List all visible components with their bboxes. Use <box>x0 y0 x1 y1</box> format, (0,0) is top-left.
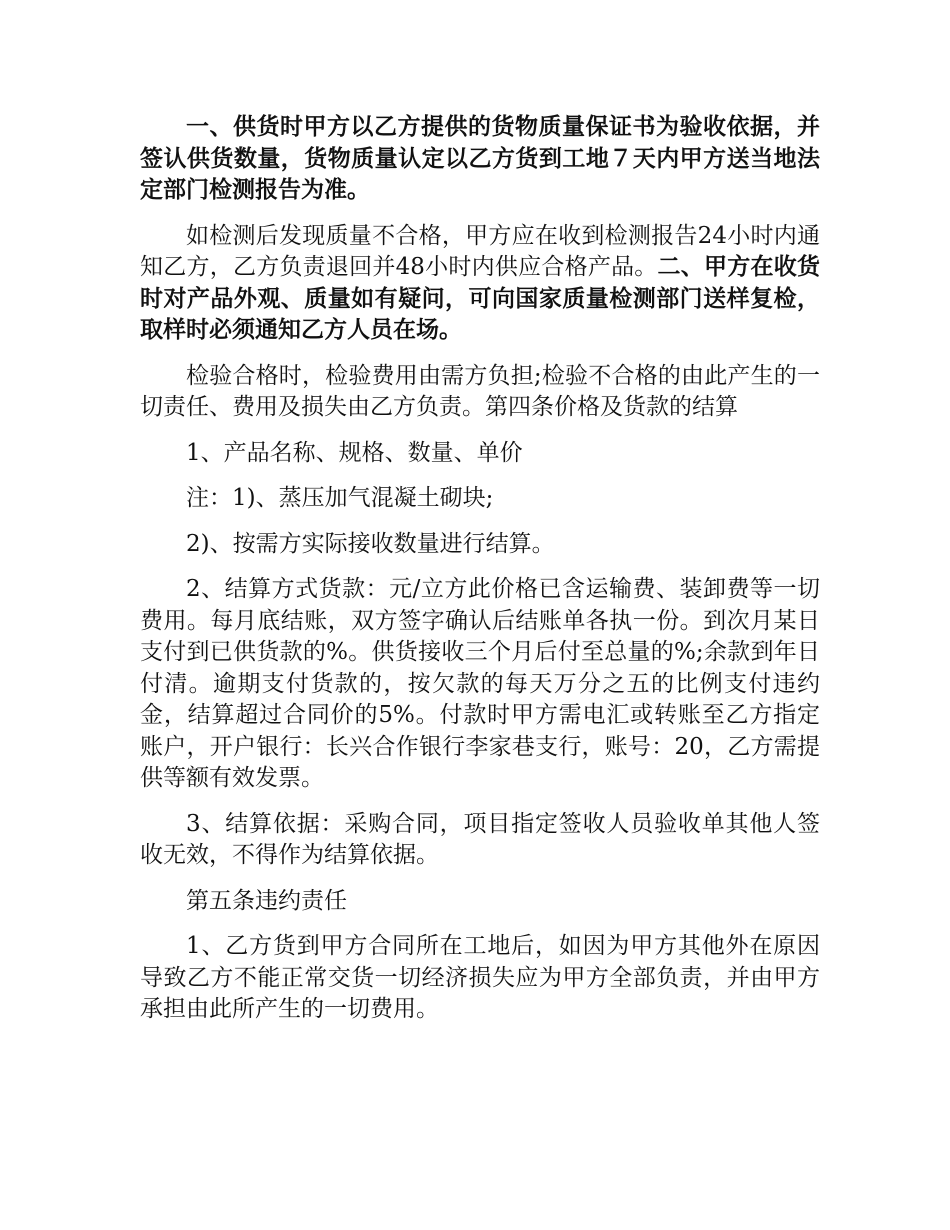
inspection-failure-text: 如检测后发现质量不合格，甲方应在收到检测报告24小时内通知乙方，乙方负责退回并48小时内供应合格产品。 <box>140 222 820 280</box>
paragraph-2 <box>140 221 820 347</box>
paragraph-5 <box>140 483 820 515</box>
settlement-basis-text: 3、结算依据：采购合同，项目指定签收人员验收单其他人签收无效，不得作为结算依据。 <box>140 810 820 868</box>
clause-one-text: 一、供货时甲方以乙方提供的货物质量保证书为验收依据，并签认供货数量，货物质量认定以乙方货到工地７天内甲方送当地法定部门检测报告为准。 <box>140 114 820 203</box>
article-five-heading: 第五条违约责任 <box>186 887 347 914</box>
inspection-fee-text: 检验合格时，检验费用由需方负担;检验不合格的由此产生的一切责任、费用及损失由乙方负责。第四条价格及货款的结算 <box>140 362 820 420</box>
clause-two-text: 二、甲方在收货时对产品外观、质量如有疑问，可向国家质量检测部门送样复检，取样时必须通知乙方人员在场。 <box>140 254 820 343</box>
paragraph-4 <box>140 438 820 470</box>
note-2-text: 2)、按需方实际接收数量进行结算。 <box>186 530 555 557</box>
paragraph-10 <box>140 931 820 1026</box>
payment-method-text: 2、结算方式货款：元/立方此价格已含运输费、装卸费等一切费用。每月底结账，双方签字确认后结账单各执一份。到次月某日支付到已供货款的%。供货接收三个月后付至总量的%;余款到年日付清。逾期支付货款的，按欠款的每天万分之五的比例支付违约金，结算超过合同价的5%。付款时甲方需电汇或转账至乙方指定账户，开户银行：长兴合作银行李家巷支行，账号：20，乙方需提供等额有效发票。 <box>140 576 820 791</box>
paragraph-9 <box>140 886 820 918</box>
paragraph-7 <box>140 574 820 795</box>
paragraph-3 <box>140 361 820 424</box>
paragraph-1 <box>140 112 820 207</box>
paragraph-8 <box>140 809 820 872</box>
paragraph-6 <box>140 529 820 561</box>
note-1-text: 注：1)、蒸压加气混凝土砌块; <box>186 485 494 511</box>
document-body <box>140 112 820 1040</box>
product-spec-heading: 1、产品名称、规格、数量、单价 <box>186 439 523 466</box>
breach-clause-1-text: 1、乙方货到甲方合同所在工地后，如因为甲方其他外在原因导致乙方不能正常交货一切经济损失应为甲方全部负责，并由甲方承担由此所产生的一切费用。 <box>140 933 820 1022</box>
